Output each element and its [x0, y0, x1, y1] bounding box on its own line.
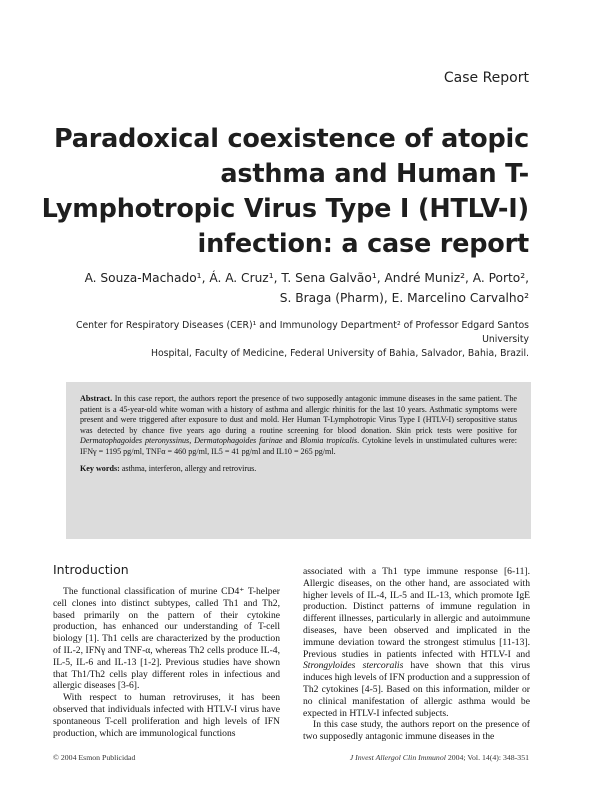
intro-column-left: [53, 586, 280, 739]
section-label: Case Report: [443, 70, 529, 86]
abstract-species-2: Blomia tropicalis: [300, 436, 358, 446]
affiliation: [29, 319, 529, 361]
abstract-body-2: . Cytokine levels in unstimulated cultures were: IFNγ = 1195 pg/ml, TNFα = 460 pg/ml, IL5 = 41 pg/ml and IL10 = 265 pg/ml.: [80, 436, 517, 456]
author-list: [29, 268, 529, 308]
intro-paragraph: In this case study, the authors report on the presence of two supposedly antagonic immune diseases in the: [303, 719, 530, 743]
intro-column-right: [303, 566, 530, 743]
intro-heading: Introduction: [53, 562, 129, 577]
intro-text: associated with a Th1 type immune response [6-11]. Allergic diseases, on the other hand, are associated with higher levels of IL-4, IL-5 and IL-13, which promote IgE production. Distinct patterns of immune regulation in different illnesses, particularly in allergic and autoimmune diseases, have been observed and implicated in the immune deviation toward the strongest stimulus [11-13]. Previous studies in patients infected with HTLV-I and: [303, 566, 530, 660]
article-title: Paradoxical coexistence of atopic asthma and Human T-Lymphotropic Virus Type I (HTLV-I) infection: a case report: [41, 124, 529, 259]
journal-name: J Invest Allergol Clin Immunol: [349, 753, 446, 762]
intro-species: Strongyloides stercoralis: [303, 660, 404, 672]
journal-citation-footer: [350, 753, 529, 762]
abstract-label: Abstract.: [80, 394, 113, 403]
affiliation-line-1: Center for Respiratory Diseases (CER)¹ and Immunology Department² of Professor Edgard Santos University: [75, 320, 529, 345]
authors-line-1: A. Souza-Machado¹, Á. A. Cruz¹, T. Sena Galvão¹, André Muniz², A. Porto²,: [84, 271, 529, 285]
abstract-species-1: Dermatophagoides pteronyssinus, Dermatophagoides farinae: [80, 436, 283, 446]
keywords-list: asthma, interferon, allergy and retrovirus.: [119, 463, 257, 473]
abstract-and: and: [282, 436, 301, 446]
abstract-body-1: In this case report, the authors report the presence of two supposedly antagonic immune diseases in the same patient. The patient is a 45-year-old white woman with a history of asthma and allergic rhinitis for the last 10 years. Asthmatic symptoms were present and were triggered after exposure to dust and mold. Her Human T-Lymphotropic Virus Type I (HTLV-I) seropositive status was detected by chance five years ago during a routine screening for blood donation. Skin prick tests were positive for: [80, 394, 517, 435]
intro-paragraph: The functional classification of murine CD4⁺ T-helper cell clones into distinct subtypes, called Th1 and Th2, based primarily on the pattern of their cytokine production, has enhanced our understanding of T-cell biology [1]. Th1 cells are characterized by the production of IL-2, IFNγ and TNF-α, whereas Th2 cells produce IL-4, IL-5, IL-6 and IL-13 [1-2]. Previous studies have shown that Th1/Th2 cells play different roles in infectious and allergic diseases [3-6].: [53, 586, 280, 692]
affiliation-line-2: Hospital, Faculty of Medicine, Federal University of Bahia, Salvador, Bahia, Brazil.: [150, 348, 529, 359]
copyright-footer: © 2004 Esmon Publicidad: [53, 753, 136, 762]
intro-paragraph: With respect to human retroviruses, it has been observed that individuals infected with HTLV-I virus have spontaneous T-cell proliferation and high levels of IFN production, which are immunological functions: [53, 692, 280, 739]
keywords: [80, 464, 517, 475]
intro-text: have shown that this virus induces high levels of IFN production and a suppression of Th2 cytokines [4-5]. Based on this information, milder or no clinical manifestation of allergic asthma would be expected in HTLV-I infected subjects.: [303, 660, 530, 719]
citation-details: 2004; Vol. 14(4): 348-351: [445, 753, 529, 762]
abstract-box: [66, 382, 531, 539]
intro-paragraph: [303, 566, 530, 719]
authors-line-2: S. Braga (Pharm), E. Marcelino Carvalho²: [279, 291, 529, 305]
keywords-label: Key words:: [80, 463, 120, 473]
abstract-text: [80, 394, 517, 458]
